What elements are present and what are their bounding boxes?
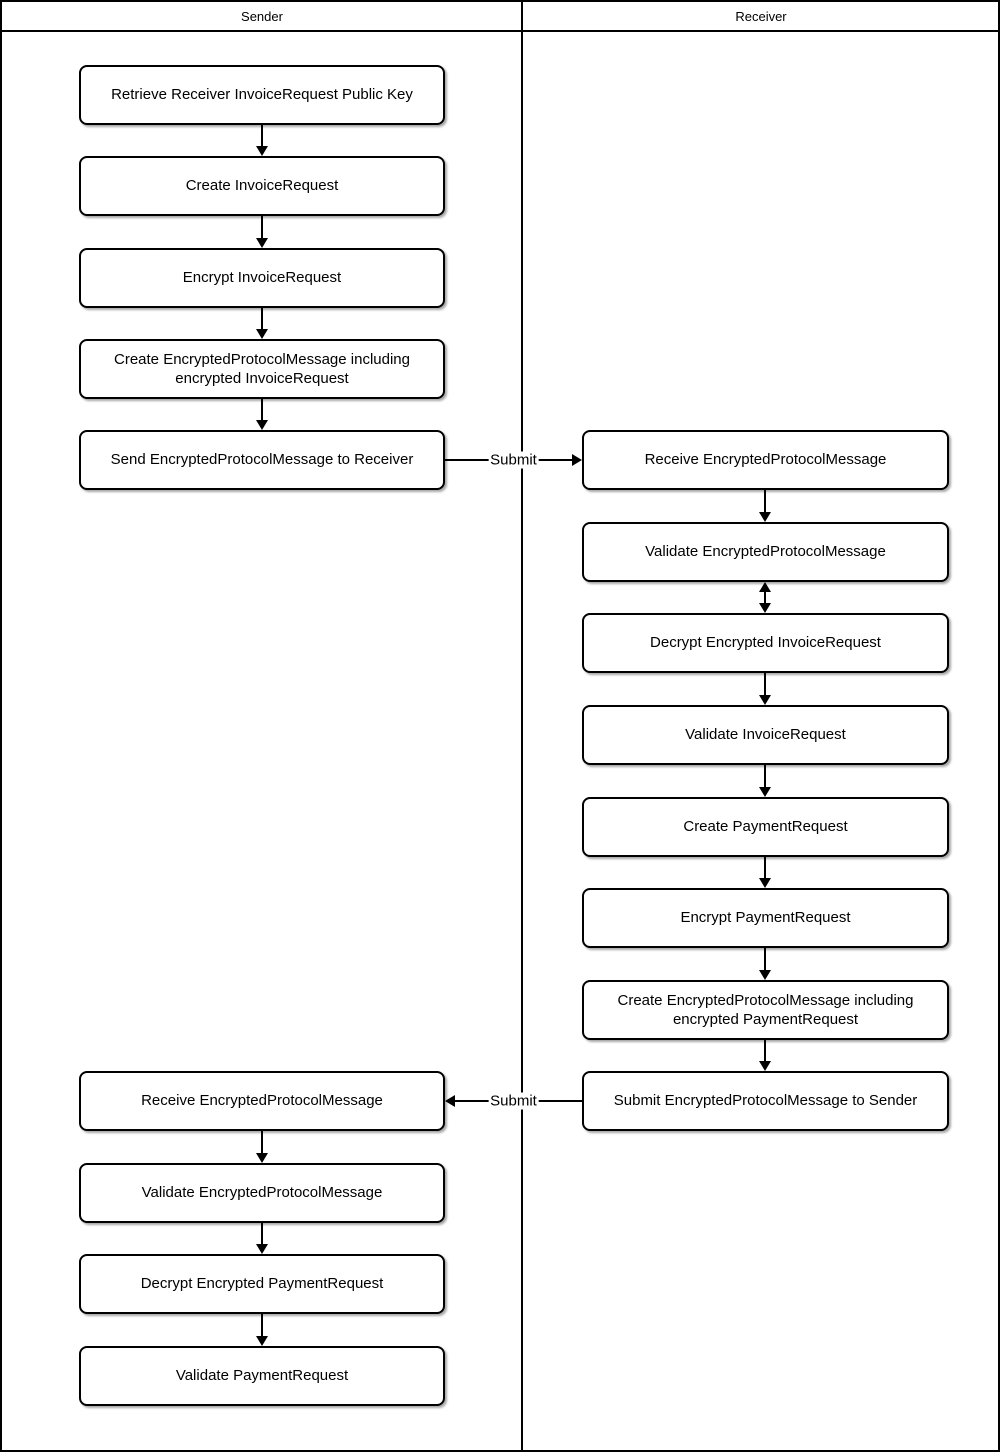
arrow-left-icon xyxy=(445,1095,455,1107)
submit-arrow-to-sender xyxy=(445,1089,582,1113)
node-validate-epm-sender: Validate EncryptedProtocolMessage xyxy=(79,1163,445,1223)
node-encrypt-paymentrequest: Encrypt PaymentRequest xyxy=(582,888,949,948)
node-create-epm-invoice: Create EncryptedProtocolMessage including encrypted InvoiceRequest xyxy=(79,339,445,399)
arrow-right-icon xyxy=(572,454,582,466)
node-decrypt-paymentrequest: Decrypt Encrypted PaymentRequest xyxy=(79,1254,445,1314)
node-validate-invoicerequest: Validate InvoiceRequest xyxy=(582,705,949,765)
arrow-down-icon xyxy=(759,948,771,980)
arrow-down-icon xyxy=(759,765,771,797)
arrow-down-icon xyxy=(256,1131,268,1163)
lane-header-receiver: Receiver xyxy=(522,2,1000,32)
edge-label-submit: Submit xyxy=(490,1092,537,1110)
arrow-down-icon xyxy=(256,399,268,430)
arrow-down-icon xyxy=(256,216,268,248)
arrow-down-icon xyxy=(759,1040,771,1071)
node-decrypt-invoicerequest: Decrypt Encrypted InvoiceRequest xyxy=(582,613,949,673)
node-validate-epm-receiver: Validate EncryptedProtocolMessage xyxy=(582,522,949,582)
arrow-down-icon xyxy=(759,857,771,888)
node-create-epm-payment: Create EncryptedProtocolMessage including encrypted PaymentRequest xyxy=(582,980,949,1040)
arrow-down-icon xyxy=(256,1314,268,1346)
lane-divider xyxy=(521,2,523,1450)
node-receive-epm-sender: Receive EncryptedProtocolMessage xyxy=(79,1071,445,1131)
arrow-down-icon xyxy=(256,308,268,339)
node-validate-paymentrequest: Validate PaymentRequest xyxy=(79,1346,445,1406)
node-retrieve-public-key: Retrieve Receiver InvoiceRequest Public Key xyxy=(79,65,445,125)
node-create-paymentrequest: Create PaymentRequest xyxy=(582,797,949,857)
node-receive-epm-receiver: Receive EncryptedProtocolMessage xyxy=(582,430,949,490)
arrow-down-icon xyxy=(759,673,771,705)
arrow-bidirectional-icon xyxy=(759,582,771,613)
lane-header-sender: Sender xyxy=(2,2,522,32)
arrow-down-icon xyxy=(256,125,268,156)
submit-arrow-to-receiver xyxy=(445,448,582,472)
node-encrypt-invoicerequest: Encrypt InvoiceRequest xyxy=(79,248,445,308)
node-submit-epm-to-sender: Submit EncryptedProtocolMessage to Sender xyxy=(582,1071,949,1131)
edge-label-submit: Submit xyxy=(490,451,537,469)
node-send-epm-to-receiver: Send EncryptedProtocolMessage to Receiver xyxy=(79,430,445,490)
arrow-down-icon xyxy=(759,490,771,522)
arrow-down-icon xyxy=(256,1223,268,1254)
node-create-invoicerequest: Create InvoiceRequest xyxy=(79,156,445,216)
